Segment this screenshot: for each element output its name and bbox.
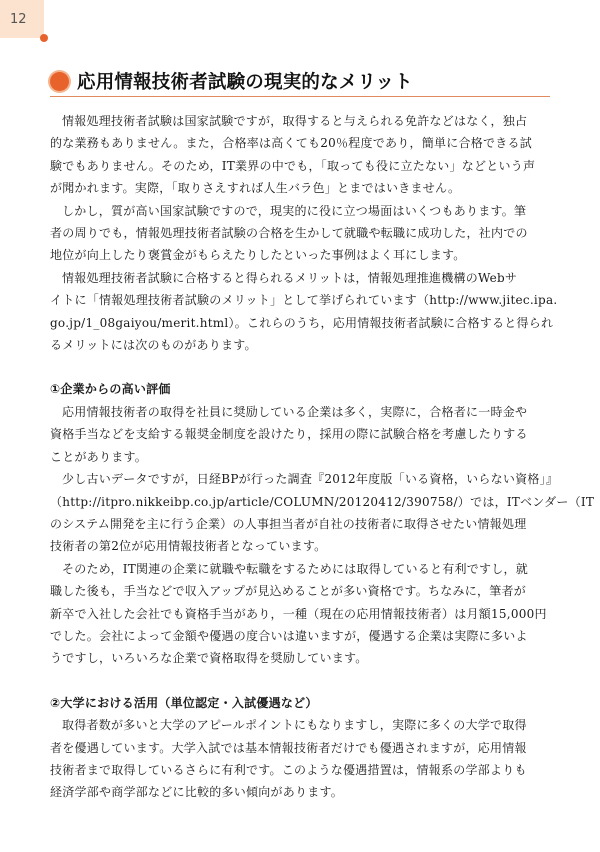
paragraph-line: そのため，IT関連の企業に就職や転職をするためには取得していると有利ですし，就 — [62, 561, 529, 576]
paragraph-line: イトに「情報処理技術者試験のメリット」として挙げられています（http://www.jitec.ipa. — [50, 293, 558, 308]
paragraph-line: 職した後も，手当などで収入アップが見込めることが多い資格です。ちなみに，筆者が — [50, 584, 526, 599]
paragraph-line: 情報処理技術者試験は国家試験ですが，取得すると与えられる免許などはなく，独占 — [62, 114, 528, 128]
body-text — [50, 110, 595, 804]
paragraph-line: 験でもありません。そのため，IT業界の中でも，「取っても役に立たない」などという声 — [50, 158, 536, 173]
paragraph-line: 取得者数が多いと大学のアピールポイントにもなりますし，実際に多くの大学で取得 — [62, 718, 527, 733]
subsection-title: ②大学における活用（単位認定・入試優遇など） — [50, 695, 318, 710]
paragraph-line: うですし，いろいろな企業で資格取得を奨励しています。 — [50, 651, 368, 666]
spacer — [50, 670, 550, 692]
page-number: 12 — [10, 12, 27, 27]
paragraph-line: （http://itpro.nikkeibp.co.jp/article/COLUMN/20120412/390758/）では，ITベンダー（IT — [50, 494, 595, 509]
paragraph-line: 応用情報技術者の取得を社員に奨励している企業は多く，実際に，合格者に一時金や — [62, 404, 528, 419]
paragraph-line: 情報処理技術者試験に合格すると得られるメリットは，情報処理推進機構のWebサ — [62, 270, 518, 285]
paragraph-line: しかし，質が高い国家試験ですので，現実的に役に立つ場面はいくつもあります。筆 — [62, 203, 527, 218]
spacer — [50, 356, 550, 378]
paragraph-line: 資格手当などを支給する報奨金制度を設けたり，採用の際に試験合格を考慮したりする — [50, 427, 528, 442]
paragraph-line: 技術者の第2位が応用情報技術者となっています。 — [50, 539, 327, 554]
paragraph-line: 地位が向上したり褒賞金がもらえたりしたといった事例はよく耳にします。 — [50, 248, 466, 263]
heading-underline — [50, 96, 550, 97]
paragraph-line: 者の周りでも，情報処理技術者試験の合格を生かして就職や転職に成功した，社内での — [50, 226, 528, 241]
paragraph-line: のシステム開発を主に行う企業）の人事担当者が自社の技術者に取得させたい情報処理 — [50, 516, 527, 531]
paragraph-line: 経済学部や商学部などに比較的多い傾向があります。 — [50, 785, 344, 800]
paragraph-line: が聞かれます。実際，「取りさえすれば人生バラ色」とまではいきません。 — [50, 181, 461, 196]
paragraph-line: でした。会社によって金額や優遇の度合いは違いますが，優遇する企業は実際に多いよ — [50, 628, 528, 643]
paragraph-line: go.jp/1_08gaiyou/merit.html）。これらのうち，応用情報技術者試験に合格すると得られ — [50, 315, 554, 330]
section-heading — [50, 67, 550, 95]
paragraph-line: 的な業務もありません。また，合格率は高くても20％程度であり，簡単に合格できる試 — [50, 136, 532, 151]
paragraph-line: 者を優遇しています。大学入試では基本情報技術者だけでも優遇されますが，応用情報 — [50, 740, 527, 755]
paragraph-line: るメリットには次のものがあります。 — [50, 338, 257, 353]
heading-title: 応用情報技術者試験の現実的なメリット — [77, 72, 413, 93]
subsection-title: ①企業からの高い評価 — [50, 382, 171, 397]
paragraph-line: 新卒で入社した会社でも資格手当があり，一種（現在の応用情報技術者）は月額15,000円 — [50, 606, 547, 621]
accent-dot — [40, 34, 48, 42]
paragraph-line: ことがあります。 — [50, 449, 148, 464]
paragraph-line: 少し古いデータですが，日経BPが行った調査『2012年度版「いる資格，いらない資格」』 — [62, 472, 559, 487]
heading-bullet-icon — [50, 72, 69, 91]
paragraph-line: 技術者まで取得しているさらに有利です。このような優遇措置は，情報系の学部よりも — [50, 762, 527, 777]
